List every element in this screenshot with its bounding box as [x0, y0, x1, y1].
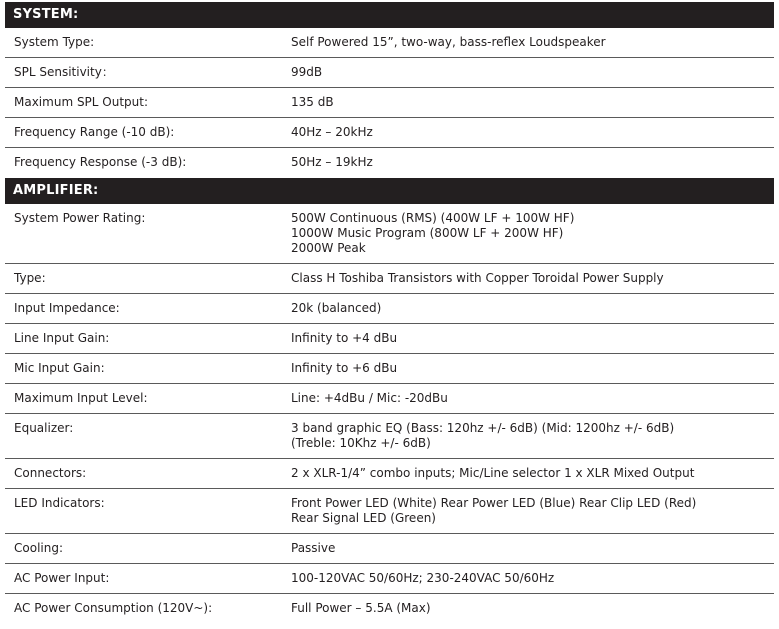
spec-value: 40Hz – 20kHz	[291, 125, 373, 139]
spec-row-frequency-response	[5, 148, 774, 178]
spec-value: 2 x XLR-1/4” combo inputs; Mic/Line selector 1 x XLR Mixed Output	[291, 466, 695, 480]
spec-value: 135 dB	[291, 95, 334, 109]
spec-value: Passive	[291, 541, 336, 555]
section-amplifier	[5, 178, 774, 624]
spec-value: Front Power LED (White) Rear Power LED (Blue) Rear Clip LED (Red) Rear Signal LED (Green)	[291, 496, 697, 525]
spec-label: Maximum SPL Output:	[14, 95, 149, 109]
spec-value: Self Powered 15”, two-way, bass-reflex Loudspeaker	[291, 35, 606, 49]
spec-row-ac-power-input	[5, 564, 774, 594]
spec-row-max-spl	[5, 88, 774, 118]
spec-row-frequency-range	[5, 118, 774, 148]
spec-label: SPL Sensitivity：	[14, 65, 114, 79]
spec-sheet	[5, 2, 774, 624]
spec-label: Connectors:	[14, 466, 87, 480]
spec-value: 50Hz – 19kHz	[291, 155, 373, 169]
section-system	[5, 2, 774, 178]
spec-label: Type:	[14, 271, 46, 285]
spec-label: Equalizer:	[14, 421, 74, 435]
spec-label: Input Impedance:	[14, 301, 120, 315]
spec-label: Mic Input Gain:	[14, 361, 105, 375]
spec-row-input-impedance	[5, 294, 774, 324]
spec-row-mic-input-gain	[5, 354, 774, 384]
spec-label: Frequency Range (-10 dB):	[14, 125, 175, 139]
spec-row-max-input-level	[5, 384, 774, 414]
spec-row-spl-sensitivity	[5, 58, 774, 88]
spec-value: 20k (balanced)	[291, 301, 382, 315]
spec-label: AC Power Input:	[14, 571, 110, 585]
spec-label: System Power Rating:	[14, 211, 146, 225]
section-header-amplifier: AMPLIFIER:	[5, 178, 774, 204]
spec-label: LED Indicators:	[14, 496, 105, 510]
spec-value: Infinity to +4 dBu	[291, 331, 398, 345]
spec-row-cooling	[5, 534, 774, 564]
spec-value: Line: +4dBu / Mic: -20dBu	[291, 391, 448, 405]
spec-label: Frequency Response (-3 dB):	[14, 155, 187, 169]
spec-row-power-rating	[5, 204, 774, 264]
spec-value: Infinity to +6 dBu	[291, 361, 398, 375]
spec-row-ac-power-consumption	[5, 594, 774, 624]
spec-label: Maximum Input Level:	[14, 391, 148, 405]
spec-value: 99dB	[291, 65, 323, 79]
spec-value: 500W Continuous (RMS) (400W LF + 100W HF) 1000W Music Program (800W LF + 200W HF) 2000W Peak	[291, 211, 575, 255]
spec-value: Class H Toshiba Transistors with Copper Toroidal Power Supply	[291, 271, 664, 285]
spec-label: AC Power Consumption (120V~):	[14, 601, 213, 615]
spec-label: Line Input Gain:	[14, 331, 110, 345]
spec-value: 100-120VAC 50/60Hz; 230-240VAC 50/60Hz	[291, 571, 555, 585]
spec-value: Full Power – 5.5A (Max)	[291, 601, 431, 615]
spec-row-system-type	[5, 28, 774, 58]
spec-value: 3 band graphic EQ (Bass: 120hz +/- 6dB) (Mid: 1200hz +/- 6dB) (Treble: 10Khz +/- 6dB)	[291, 421, 675, 450]
spec-row-line-input-gain	[5, 324, 774, 354]
spec-label: System Type:	[14, 35, 95, 49]
spec-row-type	[5, 264, 774, 294]
spec-row-connectors	[5, 459, 774, 489]
section-header-system: SYSTEM:	[5, 2, 774, 28]
spec-row-led-indicators	[5, 489, 774, 534]
spec-row-equalizer	[5, 414, 774, 459]
spec-label: Cooling:	[14, 541, 63, 555]
